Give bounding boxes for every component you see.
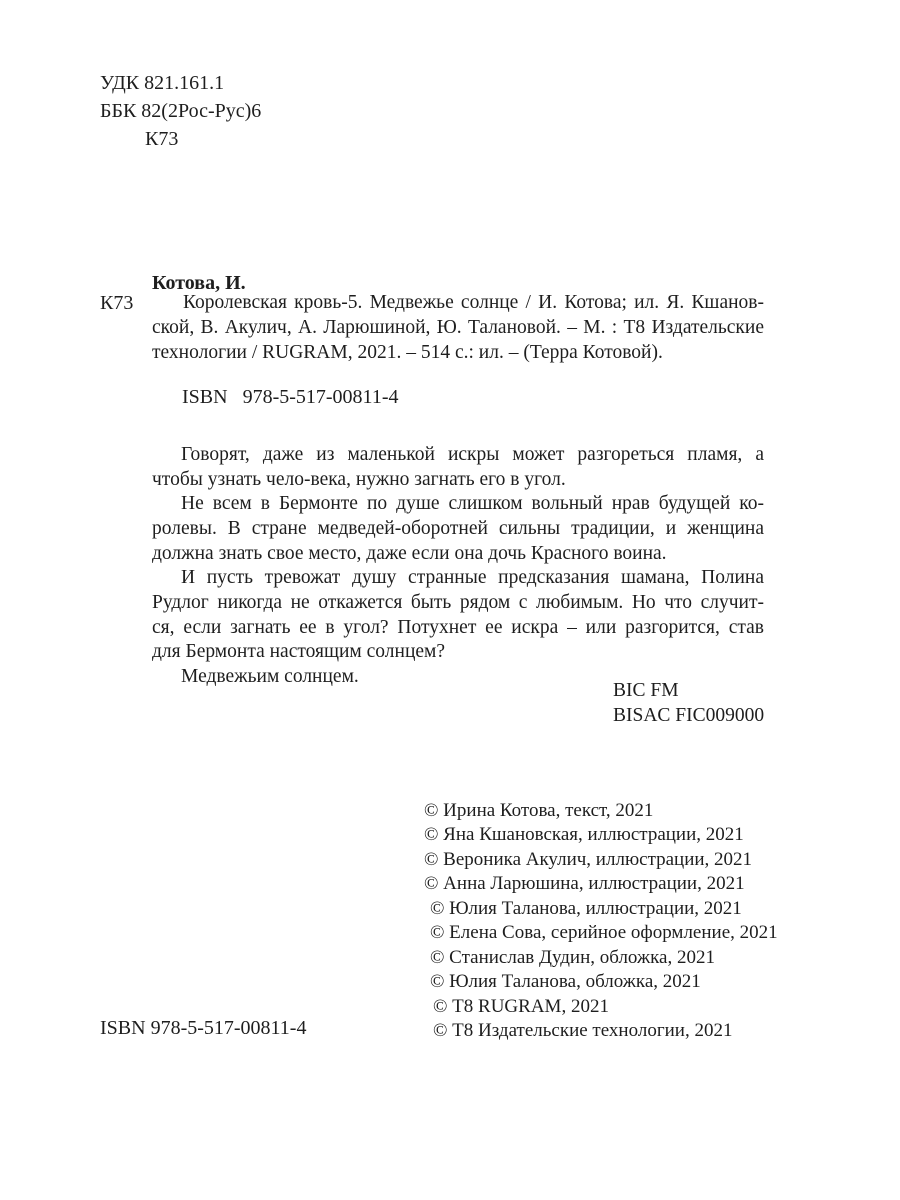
udk-line: УДК 821.161.1 [100,72,225,94]
classification-code: К73 [145,128,179,150]
annotation-block [152,443,764,690]
annotation-line: Медвежьим солнцем. [181,665,359,687]
annotation-line: чтобы узнать чело-века, нужно загнать его в угол. [152,468,566,490]
bib-line: Королевская кровь-5. Медвежье солнце / И. Котова; ил. Я. Кшанов- [183,292,764,313]
bib-entry-code: К73 [100,292,134,314]
annotation-line: И пусть тревожат душу странные предсказания шамана, Полина [181,567,764,589]
bisac-code: BISAC FIC009000 [613,704,765,726]
isbn-label: ISBN [182,386,228,408]
annotation-line: для Бермонта настоящим солнцем? [152,641,446,663]
isbn-bottom: ISBN 978-5-517-00811-4 [100,1017,307,1039]
bbk-line: ББК 82(2Рос-Рус)6 [100,100,262,122]
copyright-block [424,799,778,1044]
copyright-line: © Яна Кшановская, иллюстрации, 2021 [424,824,744,846]
annotation-line: должна знать свое место, даже если она дочь Красного воина. [152,542,667,564]
copyright-line: © Т8 RUGRAM, 2021 [433,995,609,1017]
copyright-line: © Елена Сова, серийное оформление, 2021 [430,922,778,944]
copyright-line: © Юлия Таланова, иллюстрации, 2021 [430,897,742,919]
bib-author: Котова, И. [152,272,246,294]
copyright-line: © Т8 Издательские технологии, 2021 [433,1020,733,1042]
classification-block [100,69,261,153]
bib-description [152,291,764,365]
bib-line: ской, В. Акулич, А. Ларюшиной, Ю. Талановой. – М. : Т8 Издательские [152,316,764,338]
copyright-line: © Ирина Котова, текст, 2021 [424,800,654,821]
isbn-statement [182,385,398,410]
annotation-line: ролевы. В стране медведей-оборотней сильны традиции, и женщина [152,517,764,539]
trade-codes-block [613,679,764,728]
annotation-line: Рудлог никогда не откажется быть рядом с любимым. Но что случит- [152,591,764,613]
annotation-line: ся, если загнать ее в угол? Потухнет ее искра – или разгорится, став [152,616,764,638]
copyright-line: © Анна Ларюшина, иллюстрации, 2021 [424,873,745,895]
annotation-line: Не всем в Бермонте по душе слишком вольный нрав будущей ко- [181,493,764,515]
copyright-line: © Вероника Акулич, иллюстрации, 2021 [424,848,753,870]
annotation-line: Говорят, даже из маленькой искры может разгореться пламя, а [181,444,764,465]
copyright-line: © Юлия Таланова, обложка, 2021 [430,971,701,993]
bic-code: BIC FM [613,680,679,701]
copyright-line: © Станислав Дудин, обложка, 2021 [430,946,715,968]
isbn-value: 978-5-517-00811-4 [242,386,399,408]
bib-line: технологии / RUGRAM, 2021. – 514 с.: ил. – (Терра Котовой). [152,341,663,363]
